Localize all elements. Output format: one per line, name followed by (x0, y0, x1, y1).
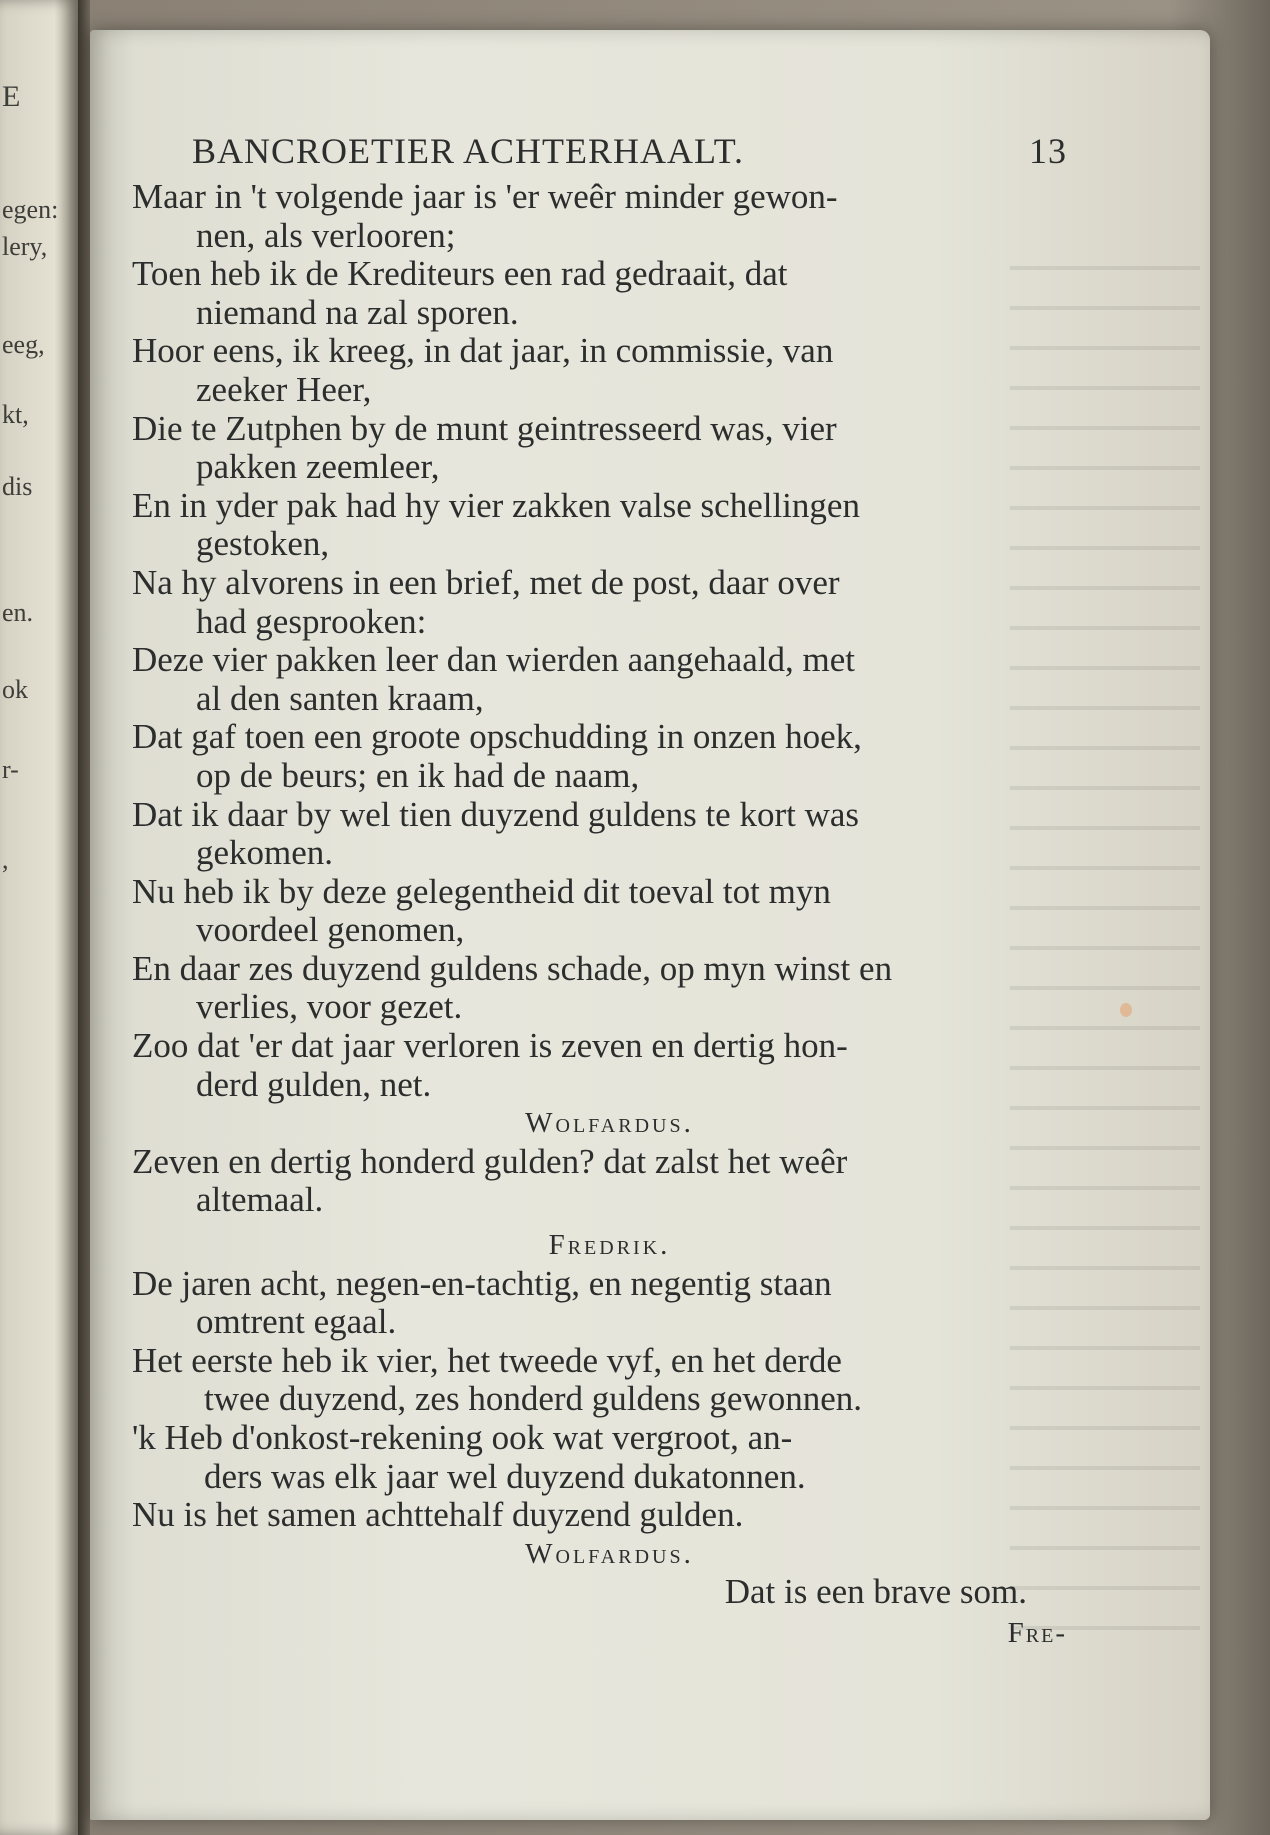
verse-line: Het eerste heb ik vier, het tweede vyf, en het derde (132, 1340, 842, 1380)
verse-line: Zoo dat 'er dat jaar verloren is zeven en dertig hon- (132, 1026, 848, 1066)
verse-line: Hoor eens, ik kreeg, in dat jaar, in commissie, van (132, 331, 834, 371)
left-fragment: lery, (2, 232, 48, 261)
verse-line: derd gulden, net. (196, 1064, 432, 1104)
verse-line: had gesprooken: (196, 601, 427, 641)
verse-line: ders was elk jaar wel duyzend dukatonnen. (204, 1456, 806, 1496)
speaker-heading: Wolfardus. (525, 1537, 694, 1570)
verse-line: Nu is het samen achttehalf duyzend gulden. (132, 1495, 744, 1535)
verse-line: niemand na zal sporen. (196, 292, 519, 332)
verse-line: Toen heb ik de Krediteurs een rad gedraait, dat (132, 254, 788, 294)
verse-line: verlies, voor gezet. (196, 987, 463, 1027)
verse-line: Dat is een brave som. (724, 1572, 1027, 1612)
verse-line: op de beurs; en ik had de naam, (196, 755, 640, 795)
left-fragment: egen: (2, 195, 59, 224)
verse-line: Maar in 't volgende jaar is 'er weêr minder gewon- (132, 177, 838, 216)
speaker-heading: Wolfardus. (525, 1107, 694, 1140)
left-fragment: ok (2, 675, 28, 704)
left-fragment: kt, (2, 400, 29, 429)
page-header (132, 130, 1067, 172)
foxing-spot (1120, 1003, 1132, 1017)
verse-line: 'k Heb d'onkost-rekening ook wat vergroot, an- (132, 1418, 793, 1457)
running-head: BANCROETIER ACHTERHAALT. (192, 131, 745, 171)
verse-line: altemaal. (196, 1180, 324, 1220)
left-fragment: dis (2, 472, 33, 501)
verse-line: pakken zeemleer, (196, 447, 440, 487)
page-number: 13 (1029, 131, 1067, 171)
verse-line: Dat ik daar by wel tien duyzend guldens te kort was (132, 794, 860, 834)
verse-line: De jaren acht, negen-en-tachtig, en negentig staan (132, 1263, 832, 1303)
book-page (90, 30, 1210, 1820)
book-gutter (78, 0, 90, 1835)
verse-line: al den santen kraam, (196, 678, 484, 718)
left-fragment: r- (2, 755, 19, 784)
verse-line: nen, als verlooren; (196, 215, 456, 255)
verse-line: En daar zes duyzend guldens schade, op myn winst en (132, 948, 893, 988)
speaker-heading: Fredrik. (548, 1229, 671, 1262)
catchword: Fre- (1007, 1616, 1067, 1649)
left-fragment: eeg, (2, 330, 45, 359)
verse-line: Na hy alvorens in een brief, met de post, daar over (132, 562, 840, 602)
verse-line: zeeker Heer, (196, 369, 372, 409)
verse-line: omtrent egaal. (196, 1302, 397, 1342)
verse-line: Nu heb ik by deze gelegentheid dit toeval tot myn (132, 871, 831, 911)
verse-line: gestoken, (196, 524, 330, 564)
page-text (132, 130, 1067, 1654)
verse-line: Die te Zutphen by de munt geintresseerd was, vier (132, 408, 837, 448)
verse-line: En in yder pak had hy vier zakken valse schellingen (132, 485, 860, 525)
left-fragment: , (2, 845, 9, 874)
verse-line: gekomen. (196, 833, 334, 873)
left-fragment: en. (2, 598, 34, 627)
verse-line: Dat gaf toen een groote opschudding in onzen hoek, (132, 717, 862, 757)
verse-line: Deze vier pakken leer dan wierden aangehaald, met (132, 640, 855, 680)
verse-line: voordeel genomen, (196, 910, 465, 950)
left-fragment: E (2, 80, 21, 113)
verse-line: Zeven en dertig honderd gulden? dat zalst het weêr (132, 1141, 848, 1181)
left-page-edge (0, 0, 78, 1835)
verse-line: twee duyzend, zes honderd guldens gewonnen. (204, 1379, 862, 1419)
